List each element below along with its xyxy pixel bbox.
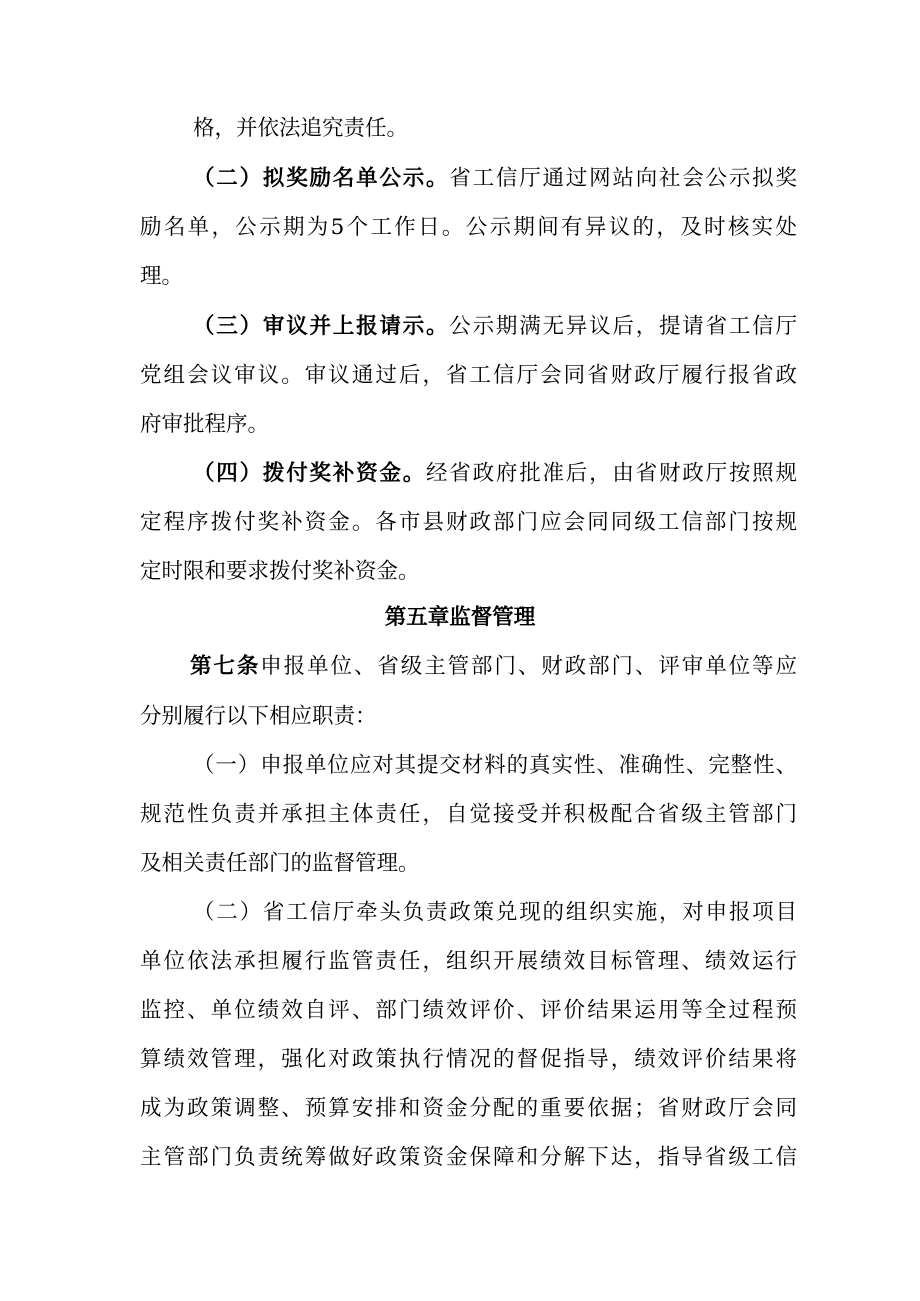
- text-line: 定程序拨付奖补资金。各市县财政部门应会同同级工信部门按规: [140, 510, 797, 535]
- item-first-line: （一）申报单位应对其提交材料的真实性、准确性、完整性、: [193, 753, 797, 778]
- text-line: 党组会议审议。审议通过后，省工信厅会同省财政厅履行报省政: [140, 363, 797, 388]
- text-line: 定时限和要求拨付奖补资金。: [140, 559, 420, 584]
- section-lead: （四）拨付奖补资金。: [193, 461, 426, 486]
- text-line: 监控、单位绩效自评、部门绩效评价、评价结果运用等全过程预: [140, 998, 797, 1023]
- text-line: 励名单，公示期为5个工作日。公示期间有异议的，及时核实处: [140, 215, 797, 240]
- section-lead: （二）拟奖励名单公示。: [193, 166, 450, 191]
- text-line: 府审批程序。: [140, 412, 270, 437]
- text-line: 主管部门负责统筹做好政策资金保障和分解下达，指导省级工信: [140, 1145, 797, 1170]
- text-line: 分别履行以下相应职责：: [140, 704, 377, 729]
- chapter-heading: 第五章监督管理: [384, 605, 536, 630]
- article-first-line: 第七条申报单位、省级主管部门、财政部门、评审单位等应: [190, 654, 797, 679]
- paragraph-first-line: （四）拨付奖补资金。经省政府批准后，由省财政厅按照规: [193, 461, 797, 486]
- item-first-line: （二）省工信厅牵头负责政策兑现的组织实施，对申报项目: [193, 900, 797, 925]
- text-line: 及相关责任部门的监督管理。: [140, 851, 420, 876]
- section-lead: （三）审议并上报请示。: [193, 314, 450, 339]
- text-line: 单位依法承担履行监管责任，组织开展绩效目标管理、绩效运行: [140, 949, 797, 974]
- text-line: 格，并依法追究责任。: [193, 116, 409, 141]
- text-line: 理。: [140, 264, 184, 289]
- paragraph-first-line: （三）审议并上报请示。公示期满无异议后，提请省工信厅: [193, 314, 797, 339]
- article-lead: 第七条: [190, 654, 261, 679]
- text-line: 规范性负责并承担主体责任，自觉接受并积极配合省级主管部门: [140, 802, 797, 827]
- text-line: 算绩效管理，强化对政策执行情况的督促指导，绩效评价结果将: [140, 1047, 797, 1072]
- text-line: 成为政策调整、预算安排和资金分配的重要依据；省财政厅会同: [140, 1096, 797, 1121]
- paragraph-first-line: （二）拟奖励名单公示。省工信厅通过网站向社会公示拟奖: [193, 166, 797, 191]
